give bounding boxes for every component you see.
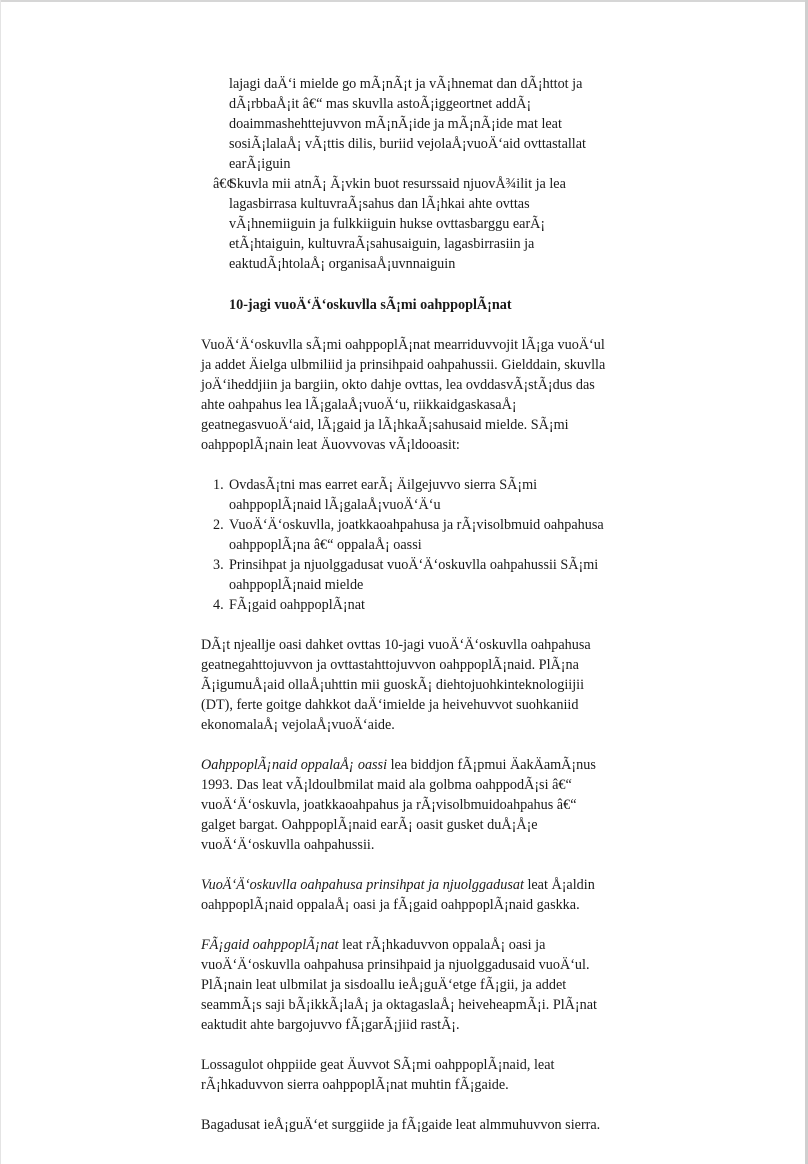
bullet-list [201,174,611,274]
principles-paragraph [201,875,611,915]
bullet-marker: â€¢ [213,176,234,192]
item-text: OvdasÃ¡tni mas earret earÃ¡ Äilgejuvvo sierra SÃ¡mi oahppoplÃ¡naid lÃ¡galaÅ¡vuoÄ‘Ä‘u [229,477,538,513]
general-part-term: OahppoplÃ¡naid oppalaÅ¡ oassi [201,757,388,773]
subject-plans-text: leat rÃ¡hkaduvvon oppalaÅ¡ oasi ja vuoÄ‘Ä‘oskuvlla oahpahusa prinsihpaid ja njuolggadusaid vuoÄ‘ul. PlÃ¡nain leat ulbmilat ja sisdoallu ieÅ¡guÄ‘etge fÃ¡gii, ja addet seammÃ¡s saji bÃ¡ikkÃ¡laÅ¡ ja oktagaslaÅ¡ heiveheapmÃ¡i. PlÃ¡nat eaktudit ahte bargojuvvo fÃ¡garÃ¡jiid rastÃ¡. [201,937,597,1033]
numbered-item [201,515,611,555]
subject-plans-term: FÃ¡gaid oahppoplÃ¡nat [201,937,339,953]
item-number: 2. [213,517,224,533]
scan-edge-left [0,0,1,1164]
item-number: 3. [213,557,224,573]
subject-plans-paragraph [201,935,611,1035]
item-number: 4. [213,597,224,613]
principles-term: VuoÄ‘Ä‘oskuvlla oahpahusa prinsihpat ja njuolggadusat [201,877,524,893]
reading-paragraph: Lossagulot ohppiide geat Äuvvot SÃ¡mi oahppoplÃ¡naid, leat rÃ¡hkaduvvon sierra oahppoplÃ¡nat muhtin fÃ¡gaide. [201,1057,555,1093]
general-part-text: lea biddjon fÃ¡pmui ÄakÄamÃ¡nus 1993. Das leat vÃ¡ldoulbmilat maid ala golbma oahppodÃ¡si â€“ vuoÄ‘Ä‘oskuvla, joatkkaoahpahus ja rÃ¡visolbmuidoahpahus â€“ galget bargat. OahppoplÃ¡naid earÃ¡ oasit gusket duÅ¡Å¡e vuoÄ‘Ä‘oskuvlla oahpahussii. [201,757,596,853]
four-parts-paragraph: DÃ¡t njeallje oasi dahket ovttas 10-jagi vuoÄ‘Ä‘oskuvlla oahpahusa geatnegahttojuvvon ja ovttastahttojuvvon oahppoplÃ¡naid. PlÃ¡na Ã¡igumuÅ¡aid ollaÅ¡uhttin mii guoskÃ¡ diehtojuohkinteknologiijii (DT), ferte goitge dahkkot daÄ‘imielde ja heivehuvvot suohkaniid ekonomalaÅ¡ vejolaÅ¡vuoÄ‘aide. [201,637,591,733]
general-part-paragraph [201,755,611,855]
item-text: FÃ¡gaid oahppoplÃ¡nat [229,597,365,613]
item-text: Prinsihpat ja njuolggadusat vuoÄ‘Ä‘oskuvlla oahpahussii SÃ¡mi oahppoplÃ¡naid mielde [229,557,599,593]
bullet-item [201,174,611,274]
numbered-item [201,595,611,615]
numbered-item [201,555,611,595]
scan-edge-top [0,0,808,2]
numbered-item [201,475,611,515]
section-title: 10-jagi vuoÄ‘Ä‘oskuvlla sÃ¡mi oahppoplÃ¡nat [229,297,512,313]
continued-bullet-text: lajagi daÄ‘i mielde go mÃ¡nÃ¡t ja vÃ¡hnemat dan dÃ¡httot ja dÃ¡rbbaÅ¡it â€“ mas skuvlla astoÃ¡iggeortnet addÃ¡ doaimmashehttejuvvon mÃ¡nÃ¡ide ja mÃ¡nÃ¡ide mat leat sosiÃ¡lalaÅ¡ vÃ¡ttis dilis, buriid vejolaÅ¡vuoÄ‘aid ovttastallat earÃ¡iguin [229,76,586,172]
bullet-text: Skuvla mii atnÃ¡ Ã¡vkin buot resurssaid njuovÅ¾ilit ja lea lagasbirrasa kultuvraÃ¡sahus dan lÃ¡hkai ahte ovttas vÃ¡hnemiiguin ja fulkkiiguin hukse ovttasbarggu earÃ¡ etÃ¡htaiguin, kultuvraÃ¡sahusaiguin, lagasbirrasiin ja eaktudÃ¡htolaÅ¡ organisaÅ¡uvnnaiguin [229,176,566,272]
principles-text: leat Å¡aldin oahppoplÃ¡naid oppalaÅ¡ oasi ja fÃ¡gaid oahppoplÃ¡naid gaskka. [201,877,595,913]
document-page [201,74,611,1155]
guidance-paragraph: Bagadusat ieÅ¡guÄ‘et surggiide ja fÃ¡gaide leat almmuhuvvon sierra. [201,1117,601,1133]
numbered-list [201,475,611,615]
item-number: 1. [213,477,224,493]
intro-paragraph: VuoÄ‘Ä‘oskuvlla sÃ¡mi oahppoplÃ¡nat mearriduvvojit lÃ¡ga vuoÄ‘ul ja addet Äielga ulbmiliid ja prinsihpaid oahpahussii. Gielddain, skuvlla joÄ‘iheddjiin ja bargiin, okto dahje ovttas, lea ovddasvÃ¡stÃ¡dus das ahte oahpahus lea lÃ¡galaÅ¡vuoÄ‘u, riikkaidgaskasaÅ¡ geatnegasvuoÄ‘aid, lÃ¡gaid ja lÃ¡hkaÃ¡sahusaid mielde. SÃ¡mi oahppoplÃ¡nain leat Äuovvovas vÃ¡ldooasit: [201,337,606,453]
item-text: VuoÄ‘Ä‘oskuvlla, joatkkaoahpahusa ja rÃ¡visolbmuid oahpahusa oahppoplÃ¡na â€“ oppalaÅ¡ oassi [229,517,604,553]
